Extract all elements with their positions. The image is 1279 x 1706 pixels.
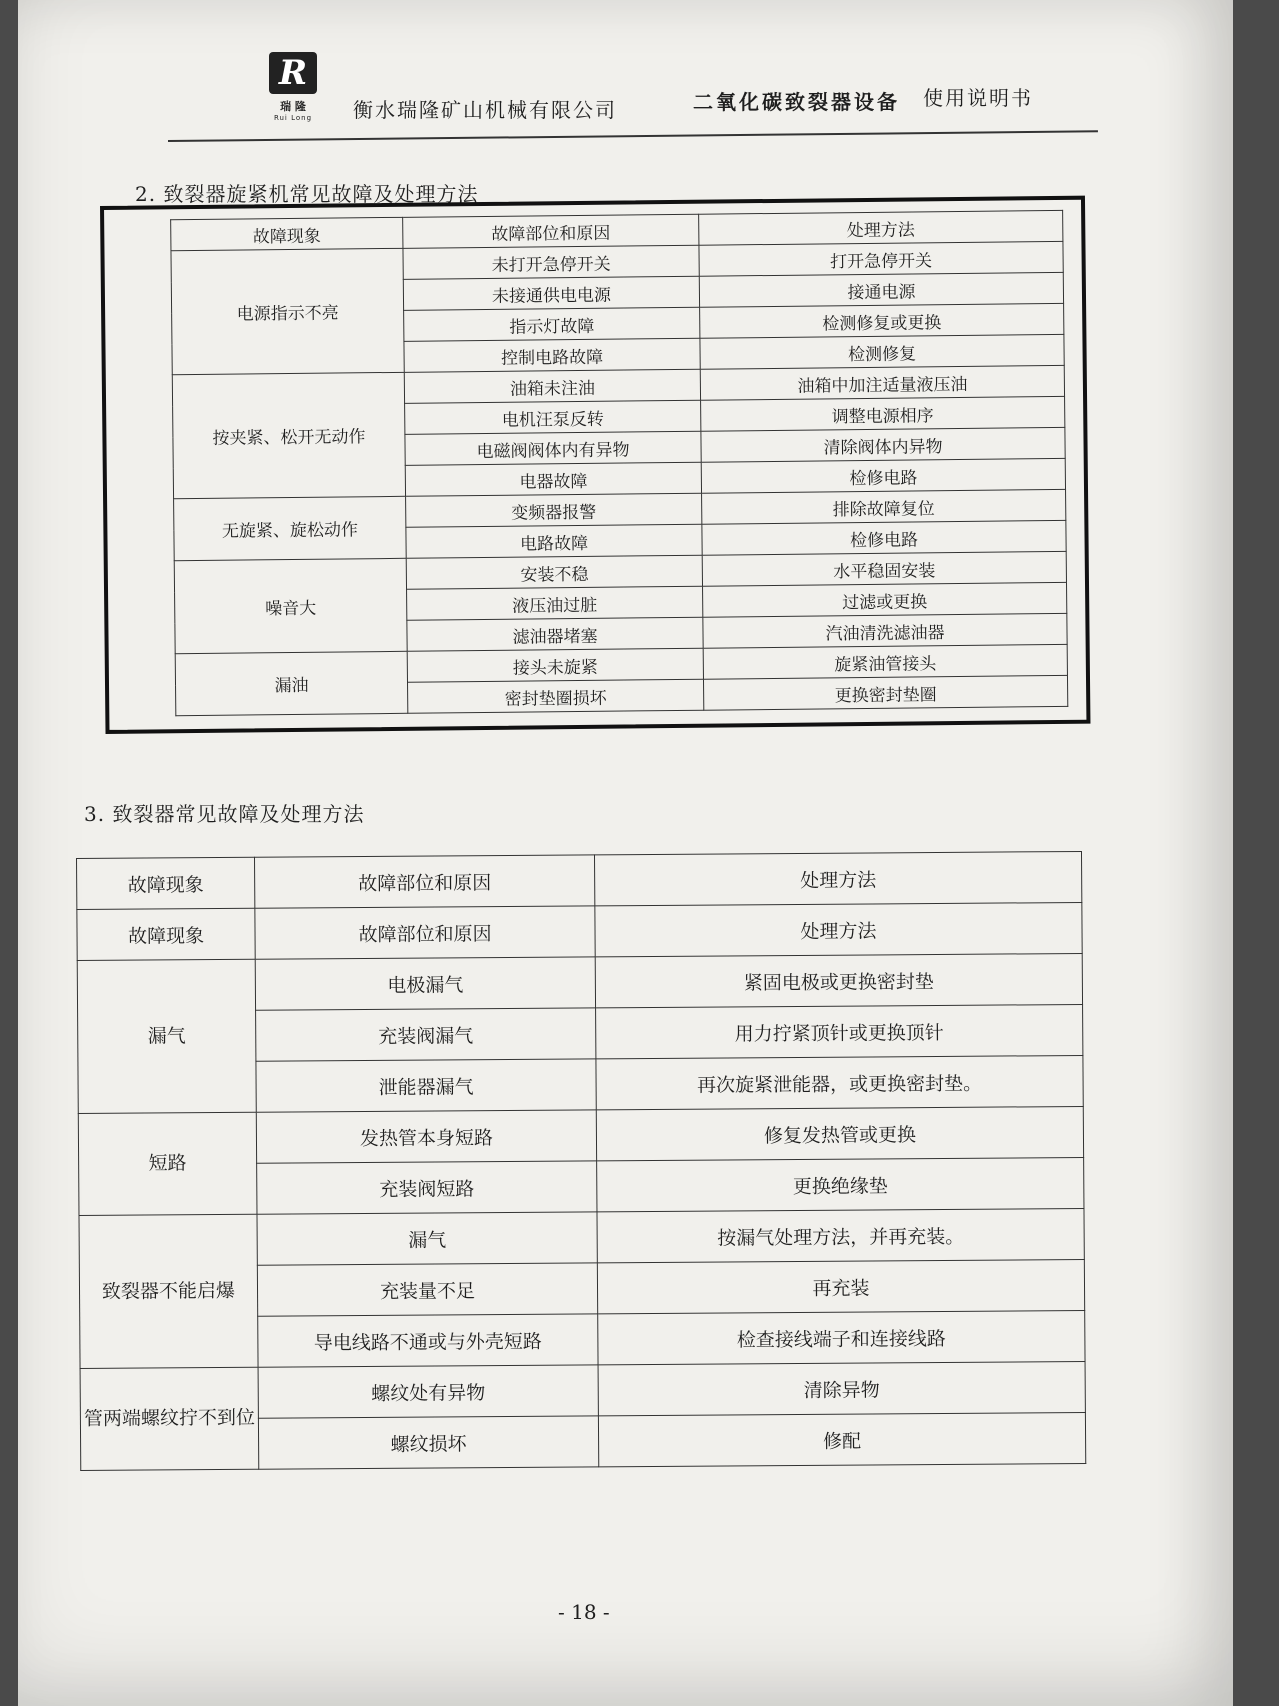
logo-chinese-name: 瑞 隆 (280, 100, 306, 113)
fault-fix-cell: 检修电路 (702, 520, 1066, 555)
table-header-row (77, 902, 1082, 960)
fault-cause-cell: 导电线路不通或与外壳短路 (258, 1314, 598, 1367)
company-name: 衡水瑞隆矿山机械有限公司 (353, 98, 617, 122)
fault-fix-cell: 再充装 (597, 1259, 1084, 1313)
logo-mark: R (269, 52, 317, 94)
fault-cause-cell: 接头未旋紧 (407, 648, 703, 682)
fault-fix-cell: 修配 (598, 1412, 1085, 1466)
fault-symptom-cell: 电源指示不亮 (171, 248, 404, 374)
fault-cause-cell: 发热管本身短路 (256, 1110, 596, 1163)
fault-fix-cell: 用力拧紧顶针或更换顶针 (596, 1004, 1083, 1058)
fault-cause-cell: 油箱未注油 (404, 369, 700, 403)
fault-cause-cell: 电极漏气 (255, 957, 595, 1010)
fault-fix-cell: 调整电源相序 (701, 396, 1065, 431)
fault-fix-cell: 清除阀体内异物 (701, 427, 1065, 462)
column-header: 故障部位和原因 (254, 855, 594, 908)
fault-cause-cell: 漏气 (257, 1212, 597, 1265)
fault-symptom-cell: 致裂器不能启爆 (79, 1214, 258, 1368)
column-header: 处理方法 (594, 851, 1081, 905)
fault-fix-cell: 排除故障复位 (702, 489, 1066, 524)
table-row (80, 1361, 1085, 1419)
fault-fix-cell: 水平稳固安装 (702, 551, 1066, 586)
fault-cause-cell: 螺纹处有异物 (258, 1365, 598, 1418)
fault-cause-cell: 电路故障 (406, 524, 702, 558)
fault-fix-cell: 检测修复 (700, 334, 1064, 369)
fault-cause-cell: 密封垫圈损坏 (408, 679, 704, 713)
fault-fix-cell: 修复发热管或更换 (596, 1106, 1083, 1160)
column-header: 故障现象 (77, 908, 255, 960)
section-3-title: 3. 致裂器常见故障及处理方法 (84, 802, 365, 826)
fault-fix-cell: 油箱中加注适量液压油 (700, 365, 1064, 400)
table-row (79, 1208, 1084, 1266)
fault-fix-cell: 接通电源 (699, 272, 1063, 307)
table-row (77, 953, 1082, 1011)
page-number: - 18 - (558, 1600, 610, 1624)
fault-cause-cell: 充装阀漏气 (256, 1008, 596, 1061)
fault-symptom-cell: 管两端螺纹拧不到位 (80, 1367, 259, 1470)
fault-cause-cell: 未接通供电电源 (403, 276, 699, 310)
fault-cause-cell: 泄能器漏气 (256, 1059, 596, 1112)
fault-symptom-cell: 无旋紧、旋松动作 (174, 496, 407, 560)
page-header (148, 52, 1088, 142)
fault-cause-cell: 滤油器堵塞 (407, 617, 703, 651)
fault-symptom-cell: 噪音大 (174, 558, 407, 653)
fault-symptom-cell: 短路 (78, 1112, 257, 1215)
fault-fix-cell: 再次旋紧泄能器，或更换密封垫。 (596, 1055, 1083, 1109)
fault-cause-cell: 安装不稳 (406, 555, 702, 589)
fault-symptom-cell: 漏气 (77, 959, 256, 1113)
document-page (18, 0, 1233, 1706)
fault-fix-cell: 紧固电极或更换密封垫 (595, 953, 1082, 1007)
document-subtitle: 使用说明书 (923, 86, 1033, 110)
fault-cause-cell: 电器故障 (405, 462, 701, 496)
fault-fix-cell: 清除异物 (598, 1361, 1085, 1415)
fault-fix-cell: 过滤或更换 (703, 582, 1067, 617)
column-header: 故障现象 (171, 217, 403, 250)
column-header: 故障现象 (77, 857, 255, 909)
fault-fix-cell: 汽油清洗滤油器 (703, 613, 1067, 648)
fault-cause-cell: 电机汪泵反转 (405, 400, 701, 434)
column-header: 故障部位和原因 (255, 906, 595, 959)
column-header: 处理方法 (595, 902, 1082, 956)
section-2-title: 2. 致裂器旋紧机常见故障及处理方法 (135, 182, 479, 206)
fault-cause-cell: 螺纹损坏 (258, 1416, 598, 1469)
fault-symptom-cell: 按夹紧、松开无动作 (172, 372, 405, 498)
column-header: 故障部位和原因 (403, 214, 699, 248)
fault-cause-cell: 指示灯故障 (404, 307, 700, 341)
fault-fix-cell: 更换绝缘垫 (597, 1157, 1084, 1211)
fracturer-fault-table (76, 851, 1086, 1471)
document-title: 二氧化碳致裂器设备 (693, 90, 900, 114)
fault-cause-cell: 变频器报警 (406, 493, 702, 527)
column-header: 处理方法 (699, 210, 1063, 245)
company-logo (258, 52, 328, 134)
fault-fix-cell: 更换密封垫圈 (703, 675, 1067, 710)
fault-cause-cell: 充装阀短路 (257, 1161, 597, 1214)
section-2-frame (100, 196, 1090, 734)
fault-cause-cell: 未打开急停开关 (403, 245, 699, 279)
fault-fix-cell: 检查接线端子和连接线路 (598, 1310, 1085, 1364)
table-row (78, 1106, 1083, 1164)
fault-fix-cell: 按漏气处理方法，并再充装。 (597, 1208, 1084, 1262)
fault-cause-cell: 控制电路故障 (404, 338, 700, 372)
fault-fix-cell: 检修电路 (701, 458, 1065, 493)
tightener-fault-table (170, 210, 1068, 716)
fault-cause-cell: 充装量不足 (257, 1263, 597, 1316)
fault-fix-cell: 旋紧油管接头 (703, 644, 1067, 679)
fault-fix-cell: 检测修复或更换 (700, 303, 1064, 338)
fault-fix-cell: 打开急停开关 (699, 241, 1063, 276)
fault-cause-cell: 液压油过脏 (407, 586, 703, 620)
fault-symptom-cell: 漏油 (175, 651, 408, 715)
fault-cause-cell: 电磁阀阀体内有异物 (405, 431, 701, 465)
table-header-row (77, 851, 1082, 909)
logo-english-name: Rui Long (273, 114, 313, 122)
